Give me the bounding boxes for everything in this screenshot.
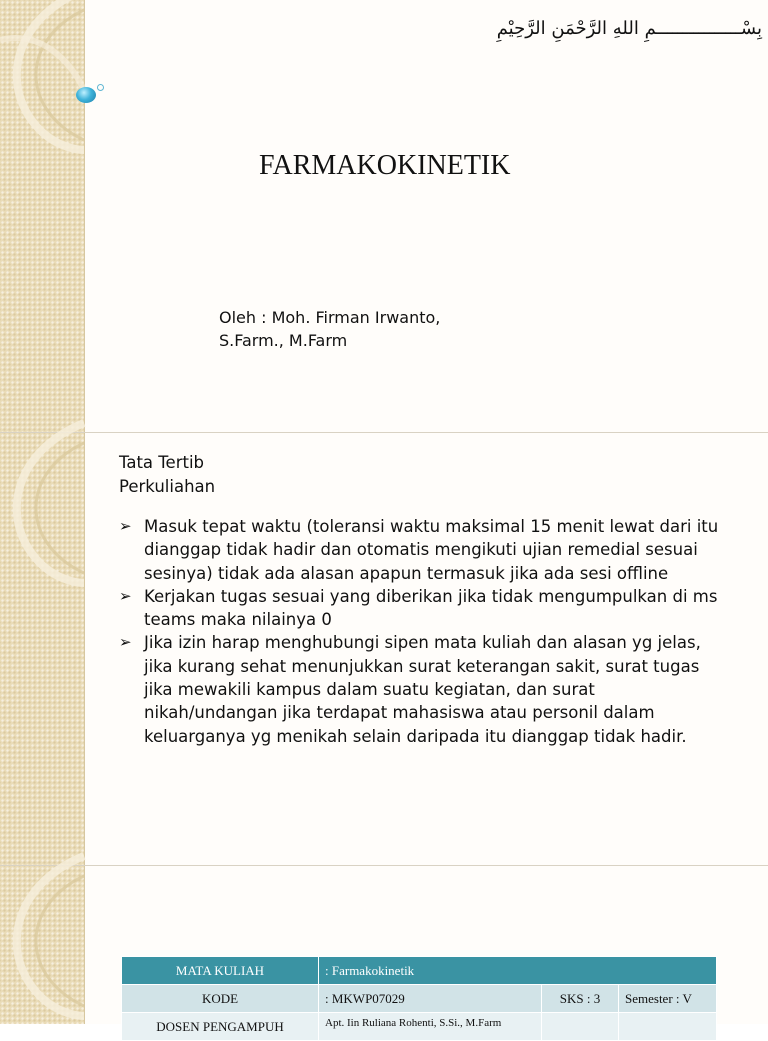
author-line-2: S.Farm., M.Farm bbox=[219, 331, 348, 350]
rules-heading-line-1: Tata Tertib bbox=[119, 453, 205, 472]
arrow-bullet-icon: ➢ bbox=[119, 586, 132, 605]
bismillah-text: بِسْــــــــــــــــمِ اللهِ الرَّحْمَنِ الرَّحِيْمِ bbox=[496, 18, 762, 39]
table-cell-sks: SKS : 3 bbox=[542, 985, 619, 1013]
course-info-table bbox=[121, 956, 717, 1041]
rules-heading-line-2: Perkuliahan bbox=[119, 477, 216, 496]
author-line-1: Oleh : Moh. Firman Irwanto, bbox=[219, 308, 441, 327]
small-bubble-ornament bbox=[97, 84, 104, 91]
table-cell-label: KODE bbox=[122, 985, 319, 1013]
slide-title-text: FARMAKOKINETIK bbox=[259, 150, 511, 181]
rules-heading bbox=[119, 451, 215, 499]
table-row bbox=[122, 1013, 717, 1041]
table-cell-value: Apt. Iin Ruliana Rohenti, S.Si., M.Farm bbox=[319, 1013, 542, 1041]
table-cell-empty bbox=[619, 1013, 717, 1041]
table-row bbox=[122, 957, 717, 985]
list-item bbox=[119, 585, 719, 632]
slide-rules bbox=[0, 433, 768, 865]
table-cell-value: : MKWP07029 bbox=[319, 985, 542, 1013]
table-cell-semester: Semester : V bbox=[619, 985, 717, 1013]
arrow-bullet-icon: ➢ bbox=[119, 517, 132, 535]
slide-title bbox=[0, 0, 768, 432]
decorative-side-strip bbox=[0, 433, 85, 865]
blue-bubble-ornament bbox=[76, 87, 96, 103]
list-item bbox=[119, 515, 719, 585]
table-cell-empty bbox=[542, 1013, 619, 1041]
arrow-bullet-icon: ➢ bbox=[119, 633, 132, 652]
table-cell-label: MATA KULIAH bbox=[122, 957, 319, 985]
rule-text: Masuk tepat waktu (toleransi waktu maksimal 15 menit lewat dari itu dianggap tidak hadir dan otomatis mengikuti ujian remedial sesuai sesinya) tidak ada alasan apapun termasuk jika ada sesi offline bbox=[144, 517, 719, 583]
slide-course-info bbox=[0, 866, 768, 1034]
table-cell-value: : Farmakokinetik bbox=[319, 957, 717, 985]
list-item bbox=[119, 631, 719, 747]
rules-list bbox=[119, 515, 719, 748]
decorative-side-strip bbox=[0, 866, 85, 1024]
table-cell-label: DOSEN PENGAMPUH bbox=[122, 1013, 319, 1041]
author-block bbox=[219, 306, 440, 352]
rule-text: Jika izin harap menghubungi sipen mata kuliah dan alasan yg jelas, jika kurang sehat menunjukkan surat keterangan sakit, surat tugas jika mewakili kampus dalam suatu kegiatan, dan surat nikah/undangan jika terdapat mahasiswa atau personil dalam keluarganya yg menikah selain daripada itu dianggap tidak hadir. bbox=[144, 633, 701, 746]
rule-text: Kerjakan tugas sesuai yang diberikan jika tidak mengumpulkan di ms teams maka nilainya 0 bbox=[144, 586, 718, 630]
decorative-side-strip bbox=[0, 0, 85, 432]
table-row bbox=[122, 985, 717, 1013]
